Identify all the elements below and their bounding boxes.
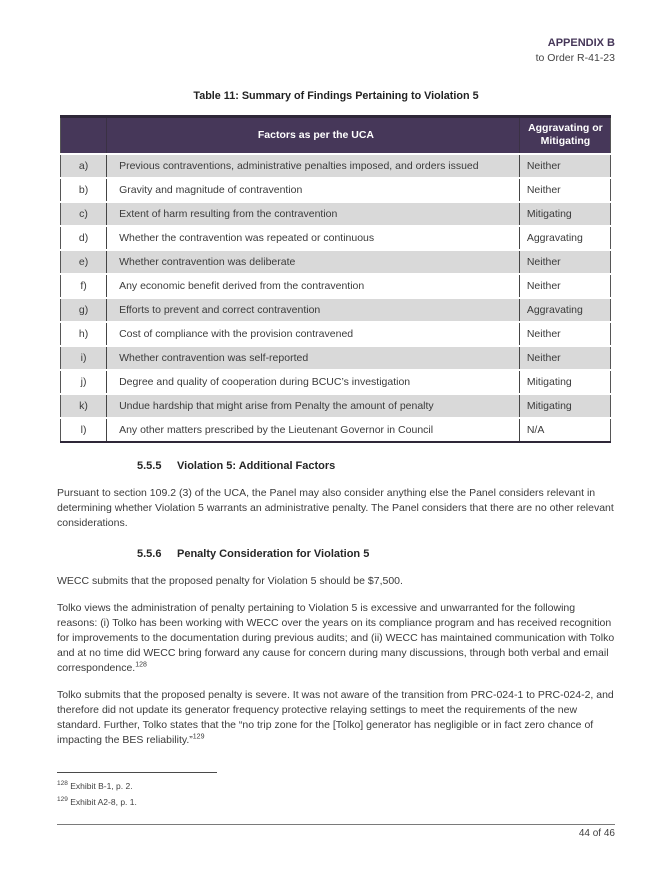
- factor-cell: Gravity and magnitude of contravention: [107, 178, 520, 202]
- table-row: [61, 202, 611, 226]
- row-letter: f): [61, 274, 107, 298]
- footnote-text: Exhibit B-1, p. 2.: [70, 780, 133, 791]
- row-letter: b): [61, 178, 107, 202]
- finding-cell: Mitigating: [519, 394, 610, 418]
- factor-cell: Undue hardship that might arise from Penalty the amount of penalty: [107, 394, 520, 418]
- section-heading-555: [137, 459, 615, 474]
- factor-cell: Whether the contravention was repeated or continuous: [107, 226, 520, 250]
- factor-cell: Previous contraventions, administrative penalties imposed, and orders issued: [107, 154, 520, 178]
- footnote-block: [57, 772, 617, 809]
- factor-cell: Whether contravention was deliberate: [107, 250, 520, 274]
- findings-table-head: [61, 117, 611, 154]
- finding-cell: N/A: [519, 418, 610, 442]
- paragraph: Tolko views the administration of penalty pertaining to Violation 5 is excessive and unwarranted for the following reasons: (i) Tolko has been working with WECC over the years on its compliance program and has received recognition for improvements to the documentation during previous audits; and (ii) WECC has maintained communication with Tolko and at no time did WECC bring forward any cause for concern during many discussions, through both verbal and email correspondence.$^{128}$: [57, 601, 615, 674]
- finding-cell: Neither: [519, 322, 610, 346]
- order-reference: to Order R-41-23: [535, 52, 615, 64]
- doc-header: [57, 36, 615, 66]
- factor-cell: Degree and quality of cooperation during BCUC’s investigation: [107, 370, 520, 394]
- finding-cell: Neither: [519, 250, 610, 274]
- footnote-ref: 128: [135, 661, 147, 668]
- paragraph: Tolko submits that the proposed penalty is severe. It was not aware of the transition from PRC-024-1 to PRC-024-2, and therefore did not update its generator frequency protective relaying settings to meet the requirements of the new standard. Further, Tolko states that the “no trip zone for the [Tolko] generator has negligible or in fact zero chance of impacting the BES reliability.”$^{129}$: [57, 688, 614, 746]
- row-letter: e): [61, 250, 107, 274]
- footnote: [57, 777, 617, 793]
- row-letter: l): [61, 418, 107, 442]
- page-number: 44 of 46: [578, 828, 615, 839]
- table-header-blank: [61, 117, 107, 154]
- table-row: [61, 370, 611, 394]
- table-row: [61, 298, 611, 322]
- findings-table-body: [61, 154, 611, 442]
- factor-cell: Efforts to prevent and correct contravention: [107, 298, 520, 322]
- row-letter: d): [61, 226, 107, 250]
- finding-cell: Neither: [519, 346, 610, 370]
- factor-cell: Whether contravention was self-reported: [107, 346, 520, 370]
- footnote: [57, 793, 617, 809]
- table-row: [61, 394, 611, 418]
- factor-cell: Any economic benefit derived from the contravention: [107, 274, 520, 298]
- table-row: [61, 178, 611, 202]
- finding-cell: Neither: [519, 178, 610, 202]
- footnote-marker: 129: [57, 795, 68, 803]
- paragraph: WECC submits that the proposed penalty for Violation 5 should be $7,500.: [57, 574, 403, 587]
- table-title: Table 11: Summary of Findings Pertaining to Violation 5: [193, 90, 479, 102]
- footnote-ref: 129: [192, 733, 205, 740]
- page-footer: [57, 824, 615, 839]
- table-header-factors: Factors as per the UCA: [107, 117, 520, 154]
- section-title: Penalty Consideration for Violation 5: [177, 547, 370, 560]
- footnote-marker: 128: [57, 780, 68, 787]
- appendix-label: APPENDIX B: [547, 37, 615, 49]
- table-row: [61, 274, 611, 298]
- row-letter: c): [61, 202, 107, 226]
- section-number: 5.5.5: [137, 459, 162, 472]
- section-title: Violation 5: Additional Factors: [177, 459, 336, 472]
- factor-cell: Extent of harm resulting from the contravention: [107, 202, 520, 226]
- finding-cell: Aggravating: [519, 226, 610, 250]
- row-letter: j): [61, 370, 107, 394]
- table-row: [61, 346, 611, 370]
- table-row: [61, 226, 611, 250]
- table-header-row: [61, 117, 611, 154]
- table-row: [61, 418, 611, 442]
- factor-cell: Any other matters prescribed by the Lieutenant Governor in Council: [107, 418, 520, 442]
- row-letter: k): [61, 394, 107, 418]
- finding-cell: Mitigating: [519, 202, 610, 226]
- table-header-finding: Aggravating or Mitigating: [519, 117, 610, 154]
- footnote-text: Exhibit A2-8, p. 1.: [70, 796, 137, 807]
- row-letter: g): [61, 298, 107, 322]
- table-row: [61, 322, 611, 346]
- finding-cell: Mitigating: [519, 370, 610, 394]
- section-heading-556: [137, 547, 615, 562]
- findings-table: [60, 115, 611, 443]
- row-letter: i): [61, 346, 107, 370]
- paragraph: Pursuant to section 109.2 (3) of the UCA, the Panel may also consider anything else the Panel considers relevant in determining whether Violation 5 warrants an administrative penalty. The Panel considers that there are no other relevant considerations.: [57, 486, 614, 529]
- table-row: [61, 250, 611, 274]
- footer-separator: [57, 824, 615, 825]
- row-letter: h): [61, 322, 107, 346]
- section-number: 5.5.6: [137, 547, 162, 560]
- row-letter: a): [61, 154, 107, 178]
- table-row: [61, 154, 611, 178]
- finding-cell: Neither: [519, 154, 610, 178]
- finding-cell: Neither: [519, 274, 610, 298]
- footnote-separator: [57, 772, 217, 773]
- factor-cell: Cost of compliance with the provision contravened: [107, 322, 520, 346]
- finding-cell: Aggravating: [519, 298, 610, 322]
